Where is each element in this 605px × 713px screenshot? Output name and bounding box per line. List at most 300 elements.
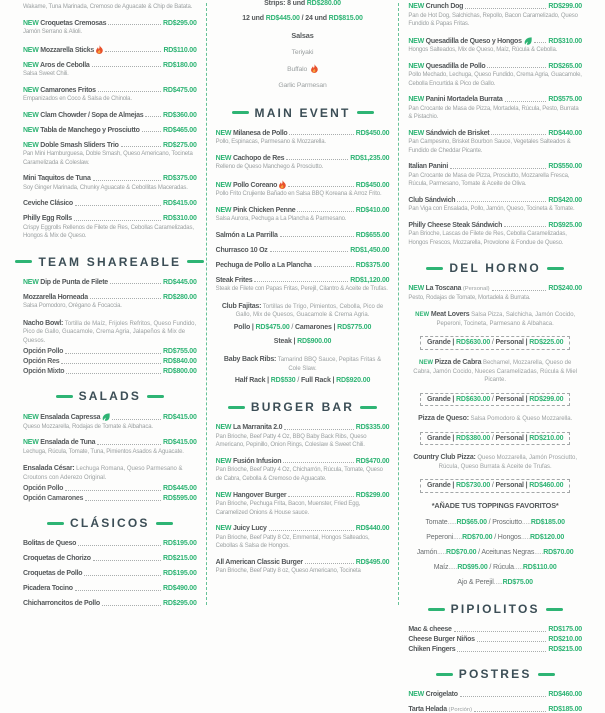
item-row	[23, 175, 197, 182]
group-name: Pizza de Cabra	[434, 358, 482, 366]
center-line	[408, 533, 582, 544]
menu-item-camarones-fritos	[23, 87, 197, 104]
item-description: Pan Crocante de Masa de Pizza, Prosciutto, Mozzarella Fresca, Rúcula, Parmesano, Tomate & Aceite de Oliva.	[408, 172, 570, 188]
dotted-leader	[314, 266, 354, 267]
item-row	[216, 525, 390, 532]
item-name: Bolitas de Queso	[23, 540, 77, 548]
item-row	[216, 262, 390, 269]
item-row	[23, 485, 197, 492]
dotted-leader	[457, 651, 546, 652]
item-price: RD$575.00	[548, 96, 583, 104]
item-name-wrap	[23, 585, 73, 592]
item-name-wrap	[23, 485, 63, 492]
dotted-leader	[270, 251, 349, 252]
dotted-leader	[98, 91, 161, 92]
text-segment: /	[490, 482, 496, 490]
new-badge: NEW	[23, 111, 39, 119]
item-row	[23, 600, 197, 607]
item-row	[23, 112, 197, 119]
dotted-leader	[92, 66, 161, 67]
menu-item-doble-smash-sliders-trio	[23, 142, 197, 168]
item-name-wrap	[23, 495, 83, 502]
item-description: Wakame, Tuna Marinada, Cremoso de Aguacate & Chip de Batata.	[23, 4, 193, 10]
item-name-wrap	[408, 285, 489, 292]
item-price: RD$375.00	[355, 261, 390, 269]
menu-item-opcion-pollo	[23, 348, 197, 355]
menu-group-pizza-de-queso	[408, 414, 582, 424]
menu-item-croquetas-de-chorizo	[23, 555, 197, 562]
new-badge: NEW	[408, 37, 424, 45]
menu-item-opcion-mixto	[23, 368, 197, 375]
item-name-wrap	[23, 368, 64, 375]
menu-item-philly-cheese-steak-sandwich	[408, 222, 582, 248]
menu-group-country-club-pizza	[408, 453, 582, 471]
text-segment: 12 und	[242, 14, 266, 22]
section-title: CLÁSICOS	[70, 516, 150, 531]
text-segment: /	[486, 518, 493, 526]
menu-item-quesadilla-de-pollo	[408, 63, 582, 89]
item-name: Hangover Burger	[232, 491, 287, 499]
item-price: RD$450.00	[355, 181, 390, 189]
item-name: Picadera Tocino	[23, 585, 73, 593]
item-name: Dip de Punta de Filete	[40, 278, 108, 286]
center-line	[216, 0, 390, 10]
text-segment: Maíz	[433, 563, 449, 571]
menu-group-baby-back-ribs	[216, 355, 390, 373]
item-description: Pollo Frito Crujiente Bañado en Salsa BBQ Koreana & Arroz Frito.	[215, 191, 382, 198]
item-price: RD$840.00	[163, 358, 197, 366]
menu-item-steak-frites	[216, 277, 390, 294]
new-badge: NEW	[23, 61, 39, 69]
item-price: RD$275.00	[163, 141, 197, 149]
group-description: Tortillas de Trigo, Pimientos, Cebolla, Pico de Gallo, Mix de Quesos, Guacamole & Crema Agria.	[235, 303, 384, 319]
new-badge: NEW	[408, 62, 424, 70]
item-description: Pan Brioche, Lascas de Filete de Res, Cebolla Caramelizadas, Hongos Frescos, Mozzarella, Provolone & Fondue de Queso.	[408, 231, 567, 246]
item-price: RD$440.00	[548, 129, 583, 137]
item-description: Pollo Mechado, Lechuga, Queso Fundido, Crema Agria, Guacamole, Cebolla Encurtida & Pico de Gallo.	[408, 72, 582, 87]
item-name-wrap	[23, 600, 100, 607]
item-row	[23, 439, 197, 446]
new-badge: NEW	[23, 86, 39, 94]
new-badge: NEW	[215, 206, 232, 214]
section-header-salads	[23, 389, 197, 403]
menu-item-bolitas-de-queso	[23, 540, 197, 547]
item-name-wrap	[216, 130, 288, 137]
spicy-icon	[96, 45, 103, 54]
item-row	[408, 3, 582, 10]
dotted-leader	[454, 631, 547, 632]
group-name: Meat Lovers	[430, 311, 470, 319]
dotted-leader	[269, 530, 354, 531]
menu-item-hangover-burger	[216, 492, 390, 518]
item-price: RD$755.00	[163, 348, 197, 356]
dotted-leader	[66, 373, 161, 374]
dotted-leader	[74, 220, 161, 221]
group-description: Bechamel, Mozzarella, Queso de Cabra, Jamón Cocido, Nueces Caramelizadas, Rúcula & Miel Picante.	[413, 359, 578, 384]
text-segment: 24 und	[305, 14, 329, 22]
menu-item-panini-mortadela-burrata	[408, 96, 582, 122]
dotted-leader	[75, 590, 161, 591]
item-row	[216, 155, 390, 162]
item-name: Philly Cheese Steak Sándwich	[408, 221, 503, 229]
item-row	[408, 222, 582, 229]
dotted-leader	[93, 560, 161, 561]
item-name: Opción Pollo	[23, 485, 64, 493]
item-row	[23, 20, 197, 27]
dotted-leader	[93, 180, 161, 181]
group-description: Queso Mozzarella, Jamón Prosciutto, Rúcula, Queso Burrata & Aceite de Trufas.	[438, 455, 578, 471]
section-title: SALADS	[78, 389, 142, 404]
text-segment: .....	[493, 578, 503, 586]
dotted-leader	[145, 116, 161, 117]
item-row	[216, 277, 390, 284]
price-box-inner	[420, 336, 570, 350]
item-name: Croquetas de Chorizo	[23, 555, 91, 563]
header-dash-icon	[15, 260, 32, 263]
item-price: RD$185.00	[548, 706, 583, 713]
price-box	[408, 427, 582, 446]
item-description: Crispy Eggrolls Rellenos de Filete de Res, Cebollas Caramelizadas, Hongos & Mix de Queso.	[23, 224, 194, 240]
center-line	[216, 64, 390, 75]
section-header-burger-bar	[216, 400, 390, 414]
item-price: RD$460.00	[548, 691, 583, 699]
dotted-leader	[65, 353, 161, 354]
dotted-leader	[284, 429, 353, 430]
item-price: RD$215.00	[163, 555, 197, 563]
dotted-leader	[288, 186, 354, 187]
group-name: Ensalada César:	[23, 465, 75, 473]
menu-group-ensalada-cesar	[23, 464, 197, 482]
dotted-leader	[78, 545, 161, 546]
section-title: PIPIOLITOS	[450, 602, 540, 617]
new-badge: NEW	[415, 312, 430, 319]
text-segment: Personal |	[495, 339, 530, 347]
item-name-wrap	[408, 626, 451, 633]
dotted-leader	[477, 641, 547, 642]
text-segment: Peperoni	[426, 533, 454, 541]
item-row	[216, 247, 390, 254]
veg-icon	[102, 413, 110, 421]
item-price: RD$490.00	[163, 585, 197, 593]
item-name-wrap	[216, 424, 283, 431]
dotted-leader	[457, 201, 546, 202]
menu-group-nacho-bowl	[23, 319, 197, 346]
item-price: RD$420.00	[548, 196, 583, 204]
text-segment: Grande |	[427, 434, 457, 442]
new-badge: NEW	[23, 439, 39, 447]
text-segment: Personal |	[495, 434, 530, 442]
menu-item-sandwich-de-brisket	[408, 130, 582, 156]
header-dash-icon	[187, 260, 204, 263]
text-segment: Jamón	[416, 548, 438, 556]
text-segment: RD$920.00	[336, 376, 371, 384]
center-line	[216, 48, 390, 58]
new-badge: NEW	[23, 414, 39, 422]
item-name: Croquetas Cremosas	[40, 19, 107, 27]
new-badge: NEW	[215, 181, 232, 189]
item-row	[23, 585, 197, 592]
item-price: RD$415.00	[163, 439, 197, 447]
item-price: RD$215.00	[548, 646, 583, 654]
item-price: RD$299.00	[355, 491, 390, 499]
item-name: Mini Taquitos de Tuna	[23, 175, 91, 183]
text-segment: .....	[534, 548, 544, 556]
text-segment: Buffalo	[287, 66, 309, 74]
group-description: Salsa Pomodoro & Queso Mozzarella.	[470, 416, 573, 422]
item-price: RD$280.00	[163, 293, 197, 301]
item-price: RD$550.00	[548, 163, 583, 171]
text-segment: RD$185.00	[530, 518, 565, 526]
new-badge: NEW	[419, 359, 433, 366]
section-header-del-horno	[408, 261, 582, 275]
dotted-leader	[84, 575, 161, 576]
text-segment: .....	[453, 533, 463, 541]
item-row	[216, 180, 390, 189]
item-name: Opción Mixto	[23, 368, 65, 376]
item-price: RD$310.00	[163, 215, 197, 223]
menu-item-la-marranita-2-0	[216, 424, 390, 450]
new-badge: NEW	[215, 457, 232, 465]
item-name: Milanesa de Pollo	[232, 129, 288, 137]
item-name-wrap	[408, 691, 457, 698]
item-row	[216, 232, 390, 239]
menu-item-juicy-lucy	[216, 525, 390, 551]
item-row	[23, 348, 197, 355]
menu-item-mac-cheese	[408, 626, 582, 633]
item-row	[216, 130, 390, 137]
item-name: Clam Chowder / Sopa de Almejas	[40, 111, 144, 119]
item-description: Pan Brioche, Beef Patty 4 Oz, Chicharrón, Rúcula, Tomate, Queso de Cabra, Cebolla & Cremoso de Aguacate.	[215, 467, 383, 482]
item-row	[408, 163, 582, 170]
item-name-wrap	[23, 279, 108, 286]
item-description: Queso Mozzarella, Rodajas de Tomate & Albahaca.	[23, 423, 153, 430]
menu-item-croquetas-de-pollo	[23, 570, 197, 577]
item-name: Pink Chicken Penne	[232, 206, 296, 214]
item-price: RD$655.00	[355, 231, 390, 239]
item-name: Ensalada Capressa	[40, 414, 101, 422]
text-segment: RD$225.00	[529, 339, 564, 347]
text-segment: RD$380.00	[456, 434, 491, 442]
item-row	[23, 215, 197, 222]
item-name-wrap	[23, 127, 140, 134]
header-dash-icon	[147, 395, 164, 398]
item-name-wrap	[23, 358, 59, 365]
text-segment: RD$299.00	[529, 395, 564, 403]
text-segment: /	[490, 395, 496, 403]
text-segment: Tomate	[425, 518, 448, 526]
text-segment: RD$65.00	[456, 518, 487, 526]
text-segment: /	[487, 563, 494, 571]
veg-icon	[524, 37, 532, 45]
text-segment: /	[299, 14, 306, 22]
item-name: Ensalada de Tuna	[40, 439, 96, 447]
item-description: Jamón Serrano & Alioli.	[23, 29, 82, 36]
item-name: La Marranita 2.0	[232, 424, 283, 432]
text-segment: RD$445.00	[265, 14, 300, 22]
section-header-clasicos	[23, 516, 197, 530]
text-segment: Steak |	[273, 338, 298, 346]
item-name-wrap	[23, 540, 76, 547]
menu-item-aros-de-cebolla	[23, 62, 197, 79]
text-segment: RD$530	[270, 376, 296, 384]
item-name-wrap	[23, 348, 63, 355]
item-suffix: (Porción)	[448, 707, 473, 713]
text-segment: RD$730.00	[456, 482, 491, 490]
item-price: RD$195.00	[163, 570, 197, 578]
text-segment: /	[295, 376, 301, 384]
item-name: Italian Panini	[408, 163, 449, 171]
item-name-wrap	[408, 130, 489, 137]
item-row	[23, 540, 197, 547]
item-price: RD$440.00	[355, 525, 390, 533]
menu-item-ensalada-capressa	[23, 413, 197, 431]
menu-item-clam-chowder-sopa-de-almejas	[23, 112, 197, 119]
item-name: Mozzarella Horneada	[23, 293, 88, 301]
item-description: Pan Brioche, Beef Patty 8 oz, Queso Americano, Tocineta	[215, 568, 361, 575]
item-name: Ceviche Clásico	[23, 200, 73, 208]
new-badge: NEW	[23, 278, 39, 286]
item-price: RD$800.00	[163, 368, 197, 376]
text-segment: Prosciutto	[492, 518, 522, 526]
item-name-wrap	[216, 262, 312, 269]
item-description: Pan Viga con Ensalada, Pollo, Jamón, Queso, Tocineta & Tomate.	[408, 206, 575, 213]
item-description: Hongos Salteados, Mix de Queso, Maíz, Rúcula & Cebolla.	[408, 47, 558, 54]
item-row	[216, 424, 390, 431]
new-badge: NEW	[408, 96, 424, 104]
item-description: Lechuga, Rúcula, Tomate, Tuna, Pimientos Asados & Aguacate.	[23, 448, 184, 455]
item-name-wrap	[216, 155, 285, 162]
group-description: Tortilla de Maíz, Frijoles Refritos, Queso Fundido, Pico de Gallo, Guacamole, Crema Agria, Jalapeños & Mix de Quesos.	[23, 320, 197, 344]
item-price: RD$310.00	[548, 37, 583, 45]
header-dash-icon	[436, 673, 453, 676]
text-segment: /	[492, 533, 498, 541]
header-dash-icon	[546, 608, 563, 611]
item-name: Cachopo de Res	[232, 154, 285, 162]
new-badge: NEW	[215, 424, 232, 432]
menu-item-pechuga-de-pollo-a-la-plancha	[216, 262, 390, 269]
sub-heading	[408, 501, 582, 512]
item-row	[408, 96, 582, 103]
item-name-wrap	[408, 163, 448, 170]
center-line	[216, 323, 390, 334]
menu-item-mozzarella-horneada	[23, 294, 197, 311]
item-name: Aros de Cebolla	[40, 61, 90, 69]
group-name: Pizza de Queso:	[418, 415, 469, 422]
item-description: Pan Mini Hamburguesa, Doble Smash, Queso Americano, Tocineta Caramelizada & Coleslaw.	[23, 151, 193, 166]
section-title: TEAM SHAREABLE	[38, 254, 182, 269]
item-description: Salsa Pomodoro, Orégano & Focaccia.	[23, 303, 122, 310]
center-line	[408, 518, 582, 529]
text-segment: RD$75.00	[502, 578, 533, 586]
item-description: Pan Brioche, Beef Patty 8 Oz, Emmental, Hongos Salteados, Cebollas & Salsa de Hongos.	[215, 534, 370, 550]
item-name-wrap	[23, 215, 72, 222]
item-row	[408, 706, 582, 713]
menu-item-quesadilla-de-queso-y-hongos	[408, 37, 582, 55]
dotted-leader	[142, 131, 161, 132]
item-price: RD$1,450.00	[350, 246, 390, 254]
item-name: Opción Res	[23, 358, 60, 366]
text-segment: .....	[448, 563, 458, 571]
item-description: Salsa Sweet Chili.	[23, 71, 69, 78]
dotted-leader	[105, 51, 161, 52]
item-row	[23, 495, 197, 502]
item-row	[408, 197, 582, 204]
text-segment: .....	[521, 533, 531, 541]
item-name: Chicharroncitos de Pollo	[23, 600, 100, 608]
item-name: Salmón a La Parrilla	[215, 231, 278, 239]
item-price: RD$445.00	[163, 278, 197, 286]
text-segment: Half Rack |	[234, 376, 271, 384]
text-segment: /	[476, 548, 482, 556]
section-header-pipiolitos	[408, 602, 582, 616]
item-price: RD$360.00	[163, 111, 197, 119]
item-name-wrap	[23, 20, 106, 27]
menu-item-mozzarella-sticks	[23, 45, 197, 54]
group-name: Nacho Bowl:	[23, 319, 64, 327]
text-segment: RD$630.00	[456, 395, 491, 403]
item-name: Doble Smash Sliders Trio	[40, 141, 119, 149]
menu-item-fusion-infusion	[216, 458, 390, 484]
group-description: Salsa Pizza, Salchicha, Jamón Cocido, Peperoni, Tocineta, Parmesano & Albahaca.	[436, 312, 576, 328]
text-segment: .....	[437, 548, 447, 556]
item-name: Panini Mortadela Burrata	[425, 96, 503, 104]
new-badge: NEW	[215, 129, 232, 137]
price-box	[408, 331, 582, 350]
item-name-wrap	[216, 492, 287, 499]
text-segment: Ajo & Perejil	[457, 578, 494, 586]
item-name: La Toscana	[425, 285, 462, 293]
item-price: RD$470.00	[355, 457, 390, 465]
item-name-wrap	[216, 247, 268, 254]
text-segment: RD$110.00	[522, 563, 557, 571]
item-name-wrap	[23, 62, 90, 69]
item-description: Pan Crocante de Masa de Pizza, Mortadela, Rúcula, Pesto, Burrata & Pistachio.	[408, 105, 579, 121]
text-segment: RD$775.00	[337, 323, 372, 331]
item-row	[408, 691, 582, 698]
section-header-team-shareable	[23, 255, 197, 269]
item-description: Pan Campesino, Brisket Bourbon Sauce, Vegetales Salteados & Fundido de Cheddar Picante.	[408, 139, 571, 154]
dotted-leader	[465, 8, 546, 9]
item-row	[216, 492, 390, 499]
new-badge: NEW	[23, 46, 39, 54]
dotted-leader	[491, 134, 546, 135]
dotted-leader	[102, 605, 161, 606]
text-segment: RD$120.00	[530, 533, 565, 541]
text-segment: Hongos	[497, 533, 522, 541]
menu-group-club-fajitas	[216, 302, 390, 320]
dotted-leader	[505, 101, 547, 102]
item-suffix: (Personal)	[462, 286, 490, 293]
text-segment: *AÑADE TUS TOPPINGS FAVORITOS*	[431, 500, 559, 510]
menu-item-opcion-pollo	[23, 485, 197, 492]
item-name: Pollo Coreano	[232, 181, 278, 189]
menu-item-picadera-tocino	[23, 585, 197, 592]
new-badge: NEW	[23, 126, 39, 134]
dotted-leader	[110, 283, 161, 284]
item-name: Tabla de Manchego y Prosciutto	[40, 126, 140, 134]
item-name: Opción Camarones	[23, 495, 84, 503]
header-dash-icon	[428, 608, 445, 611]
dotted-leader	[254, 281, 348, 282]
new-badge: NEW	[408, 3, 424, 10]
text-segment: RD$70.00	[462, 533, 493, 541]
menu-item-philly-egg-rolls	[23, 215, 197, 241]
menu-item-croquetas-cremosas	[23, 20, 197, 37]
item-name-wrap	[408, 222, 502, 229]
menu-item-all-american-classic-burger	[216, 559, 390, 576]
item-name: Club Sándwich	[408, 196, 456, 204]
item-price: RD$295.00	[163, 600, 197, 608]
